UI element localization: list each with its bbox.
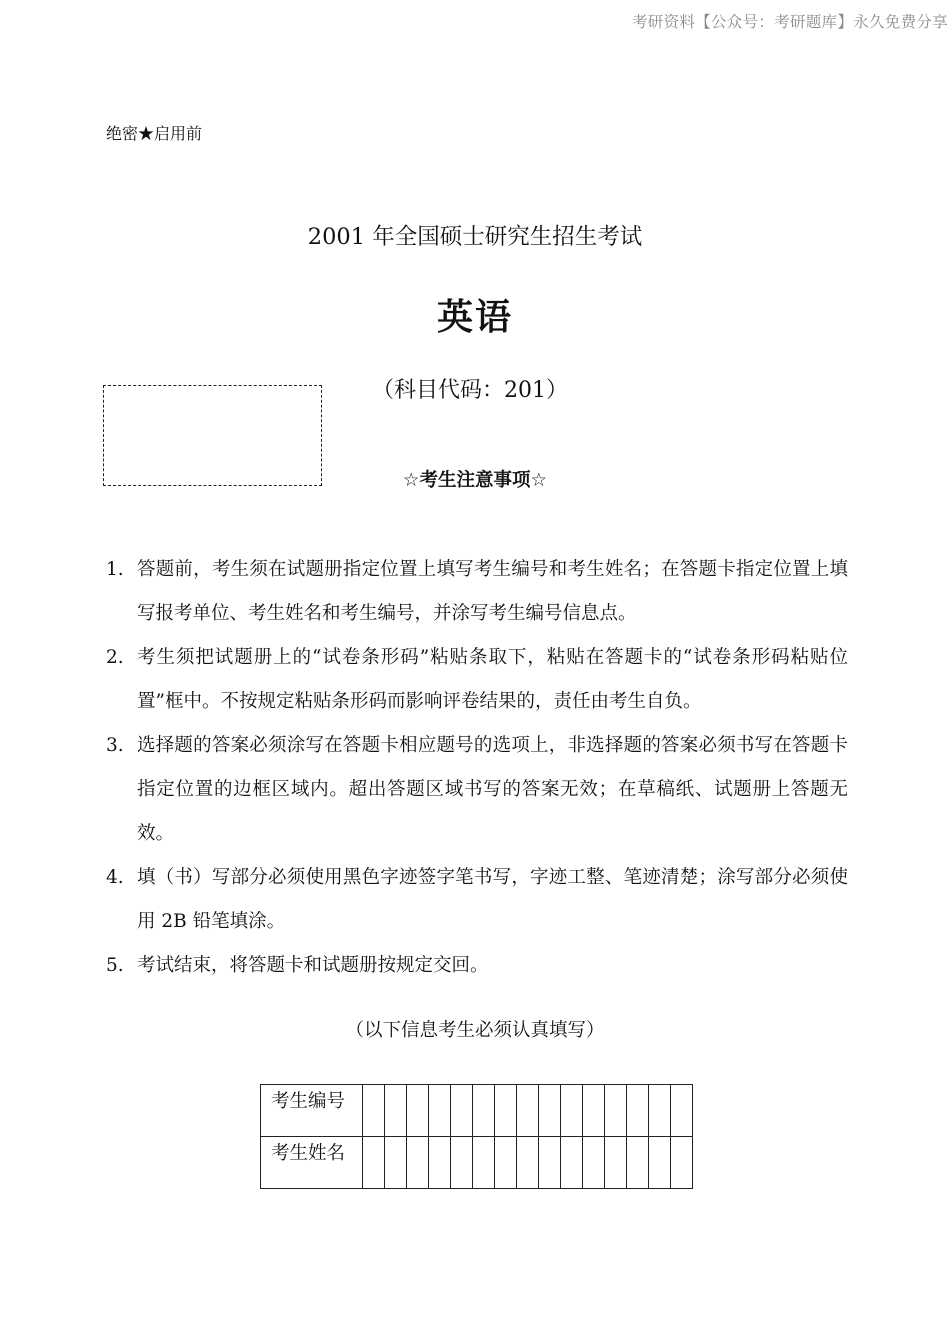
write-in-cell[interactable] xyxy=(385,1085,407,1137)
write-in-cell[interactable] xyxy=(429,1085,451,1137)
write-in-cell[interactable] xyxy=(363,1137,385,1189)
exam-number-row xyxy=(261,1085,693,1137)
notice-item-5 xyxy=(106,944,848,988)
write-in-cell[interactable] xyxy=(539,1085,561,1137)
notice-item-number: 1. xyxy=(106,559,124,580)
write-in-cell[interactable] xyxy=(495,1137,517,1189)
notice-item-text: 填（书）写部分必须使用黑色字迹签字笔书写，字迹工整、笔迹清楚；涂写部分必须使用 2B 铅笔填涂。 xyxy=(137,867,848,932)
notice-item-text: 考试结束，将答题卡和试题册按规定交回。 xyxy=(137,955,489,976)
write-in-cell[interactable] xyxy=(451,1137,473,1189)
write-in-cell[interactable] xyxy=(627,1085,649,1137)
name-row xyxy=(261,1137,693,1189)
candidate-info-table xyxy=(260,1084,693,1189)
name-label: 考生姓名 xyxy=(261,1137,363,1189)
write-in-cell[interactable] xyxy=(605,1137,627,1189)
notice-item-number: 4. xyxy=(106,867,124,888)
write-in-cell[interactable] xyxy=(539,1137,561,1189)
info-caption: （以下信息考生必须认真填写） xyxy=(345,1020,605,1041)
notice-item-4 xyxy=(106,856,848,944)
notice-title: ☆考生注意事项☆ xyxy=(402,470,548,491)
write-in-cell[interactable] xyxy=(407,1085,429,1137)
write-in-cell[interactable] xyxy=(649,1085,671,1137)
exam-title: 2001 年全国硕士研究生招生考试 xyxy=(307,224,643,250)
write-in-cell[interactable] xyxy=(605,1085,627,1137)
subject-title: 英语 xyxy=(436,297,513,338)
write-in-cell[interactable] xyxy=(583,1137,605,1189)
write-in-cell[interactable] xyxy=(561,1137,583,1189)
write-in-cell[interactable] xyxy=(649,1137,671,1189)
notice-item-number: 3. xyxy=(106,735,124,756)
write-in-cell[interactable] xyxy=(385,1137,407,1189)
write-in-cell[interactable] xyxy=(473,1085,495,1137)
write-in-cell[interactable] xyxy=(407,1137,429,1189)
write-in-cell[interactable] xyxy=(495,1085,517,1137)
write-in-cell[interactable] xyxy=(363,1085,385,1137)
notice-item-2 xyxy=(106,636,848,724)
write-in-cell[interactable] xyxy=(671,1137,693,1189)
notice-item-number: 2. xyxy=(106,647,124,668)
watermark-text: 考研资料【公众号：考研题库】永久免费分享 xyxy=(631,13,948,31)
notice-list xyxy=(106,548,848,988)
notice-item-3 xyxy=(106,724,848,856)
write-in-cell[interactable] xyxy=(583,1085,605,1137)
write-in-cell[interactable] xyxy=(451,1085,473,1137)
write-in-cell[interactable] xyxy=(429,1137,451,1189)
write-in-cell[interactable] xyxy=(473,1137,495,1189)
notice-item-number: 5. xyxy=(106,955,124,976)
notice-item-text: 答题前，考生须在试题册指定位置上填写考生编号和考生姓名；在答题卡指定位置上填写报考单位、考生姓名和考生编号，并涂写考生编号信息点。 xyxy=(137,559,848,624)
notice-item-text: 选择题的答案必须涂写在答题卡相应题号的选项上，非选择题的答案必须书写在答题卡指定位置的边框区域内。超出答题区域书写的答案无效；在草稿纸、试题册上答题无效。 xyxy=(137,735,848,844)
exam-number-label: 考生编号 xyxy=(261,1085,363,1137)
write-in-cell[interactable] xyxy=(517,1085,539,1137)
notice-item-1 xyxy=(106,548,848,636)
subject-code: （科目代码：201） xyxy=(372,378,568,403)
write-in-cell[interactable] xyxy=(561,1085,583,1137)
secret-mark: 绝密★启用前 xyxy=(106,124,203,143)
write-in-cell[interactable] xyxy=(671,1085,693,1137)
write-in-cell[interactable] xyxy=(517,1137,539,1189)
notice-item-text: 考生须把试题册上的“试卷条形码”粘贴条取下，粘贴在答题卡的“试卷条形码粘贴位置”框中。不按规定粘贴条形码而影响评卷结果的，责任由考生自负。 xyxy=(137,647,848,712)
write-in-cell[interactable] xyxy=(627,1137,649,1189)
